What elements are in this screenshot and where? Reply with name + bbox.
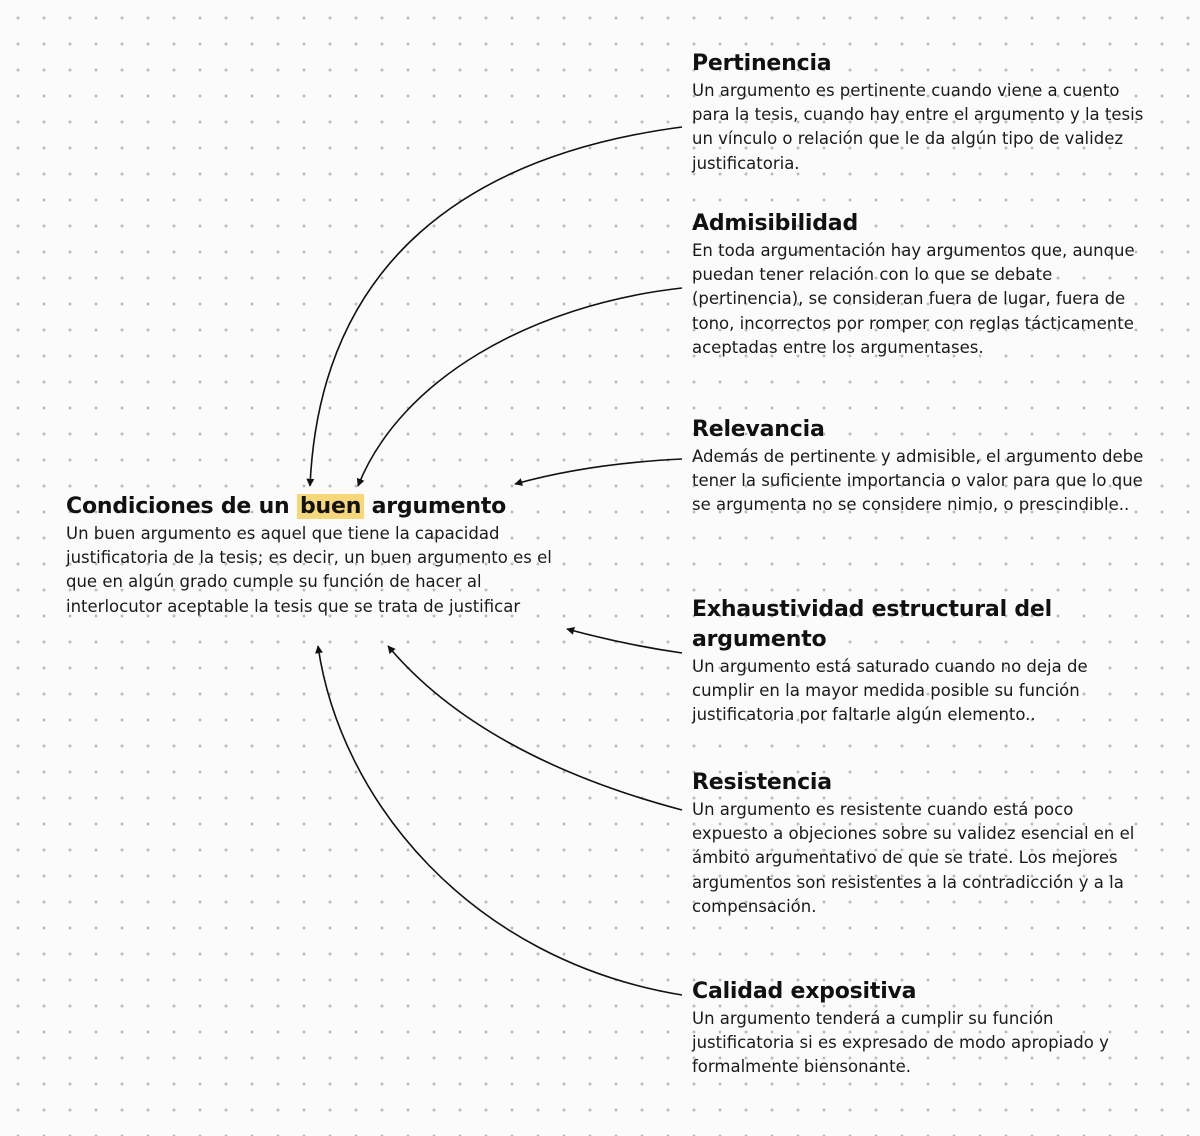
condition-body: En toda argumentación hay argumentos que, aunque puedan tener relación con lo que se debate (pertinencia), se consideran fuera de lugar, fuera de tono, incorrectos por romper con reglas tácticamente aceptadas entre los argumentases. bbox=[692, 241, 1135, 357]
condition-body: Un argumento es pertinente cuando viene a cuento para la tesis, cuando hay entre el argumento y la tesis un vínculo o relación que le da algún tipo de validez justificatoria. bbox=[692, 81, 1144, 173]
condition-title: Calidad expositiva bbox=[692, 979, 917, 1004]
condition-title: Pertinencia bbox=[692, 51, 832, 76]
condition-calidad-expositiva bbox=[692, 977, 1147, 1080]
condition-resistencia bbox=[692, 768, 1147, 919]
central-body: Un buen argumento es aquel que tiene la capacidad justificatoria de la tesis; es decir, un buen argumento es el que en algún grado cumple su función de hacer al interlocutor aceptable la tesis que se trata de justificar bbox=[66, 524, 552, 616]
central-title-highlight: buen bbox=[297, 494, 364, 519]
condition-body: Un argumento está saturado cuando no deja de cumplir en la mayor medida posible su función justificatoria por faltarle algún elemento.. bbox=[692, 657, 1088, 725]
condition-title: Relevancia bbox=[692, 417, 825, 442]
condition-admisibilidad bbox=[692, 209, 1147, 360]
condition-relevancia bbox=[692, 415, 1147, 518]
condition-title: Exhaustividad estructural del argumento bbox=[692, 597, 1052, 652]
central-title-post: argumento bbox=[371, 494, 507, 519]
condition-title: Admisibilidad bbox=[692, 211, 858, 236]
arrow-relevancia bbox=[515, 459, 682, 484]
central-title-pre: Condiciones de un bbox=[66, 494, 290, 519]
arrow-resistencia bbox=[388, 646, 682, 810]
arrow-calidad-expositiva bbox=[318, 646, 682, 995]
condition-body: Además de pertinente y admisible, el argumento debe tener la suficiente importancia o valor para que lo que se argumenta no se considere nimio, o prescindible.. bbox=[692, 447, 1144, 515]
condition-body: Un argumento es resistente cuando está poco expuesto a objeciones sobre su validez esencial en el ámbito argumentativo de que se trate. Los mejores argumentos son resistentes a la contradicción y a la compensación. bbox=[692, 800, 1135, 916]
condition-exhaustividad bbox=[692, 595, 1147, 728]
arrow-pertinencia bbox=[310, 127, 682, 486]
condition-title: Resistencia bbox=[692, 770, 832, 795]
condition-body: Un argumento tenderá a cumplir su función justificatoria si es expresado de modo apropiado y formalmente biensonante. bbox=[692, 1009, 1109, 1077]
arrow-admisibilidad bbox=[358, 288, 682, 486]
condition-pertinencia bbox=[692, 49, 1147, 176]
central-concept bbox=[66, 492, 566, 619]
central-title bbox=[66, 492, 566, 522]
arrow-exhaustividad bbox=[567, 629, 682, 653]
